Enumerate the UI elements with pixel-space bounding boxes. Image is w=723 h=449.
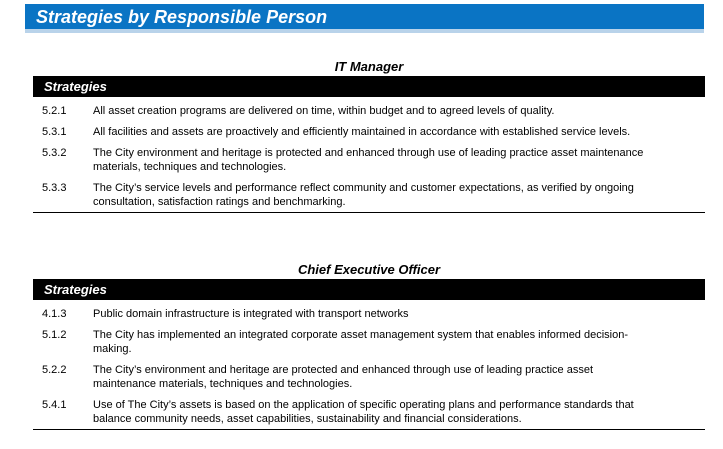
section-it-manager [33,58,705,213]
strategy-list [33,97,705,213]
strategies-header-bar: Strategies [33,76,705,97]
strategy-row [33,125,705,139]
strategy-text: All facilities and assets are proactively and efficiently maintained in accordance with established service levels. [93,126,631,138]
strategy-row [33,363,705,391]
section-heading: Chief Executive Officer [297,262,441,277]
strategies-header-bar: Strategies [33,279,705,300]
page-title: Strategies by Responsible Person [36,7,328,27]
strategy-row [33,398,705,426]
strategy-row [33,328,705,356]
strategy-text: The City’s service levels and performance reflect community and customer expectations, as verified by ongoing consultation, satisfaction ratings and benchmarking. [93,182,634,208]
strategy-text: The City has implemented an integrated corporate asset management system that enables informed decision-making. [93,329,629,355]
strategy-row [33,307,705,321]
strategy-code: 5.3.2 [42,147,67,159]
page-banner [25,4,704,33]
strategy-text: Use of The City’s assets is based on the application of specific operating plans and performance standards that balance community needs, asset capabilities, sustainability and financial considerations. [93,399,634,425]
section-chief-executive-officer [33,261,705,430]
strategy-text: The City environment and heritage is protected and enhanced through use of leading practice asset maintenance materials, techniques and technologies. [93,147,644,173]
strategy-text: Public domain infrastructure is integrated with transport networks [93,308,409,320]
strategy-code: 4.1.3 [42,308,67,320]
strategy-code: 5.2.2 [42,364,67,376]
strategy-code: 5.3.1 [42,126,67,138]
strategy-code: 5.2.1 [42,105,67,117]
strategy-row [33,181,705,209]
strategy-row [33,146,705,174]
section-heading: IT Manager [334,59,404,74]
strategy-code: 5.4.1 [42,399,67,411]
strategy-list [33,300,705,430]
strategy-row [33,104,705,118]
strategy-code: 5.3.3 [42,182,67,194]
strategy-text: All asset creation programs are delivered on time, within budget and to agreed levels of quality. [93,105,555,117]
strategy-text: The City’s environment and heritage are protected and enhanced through use of leading practice asset maintenance materials, techniques and technologies. [93,364,594,390]
strategy-code: 5.1.2 [42,329,67,341]
